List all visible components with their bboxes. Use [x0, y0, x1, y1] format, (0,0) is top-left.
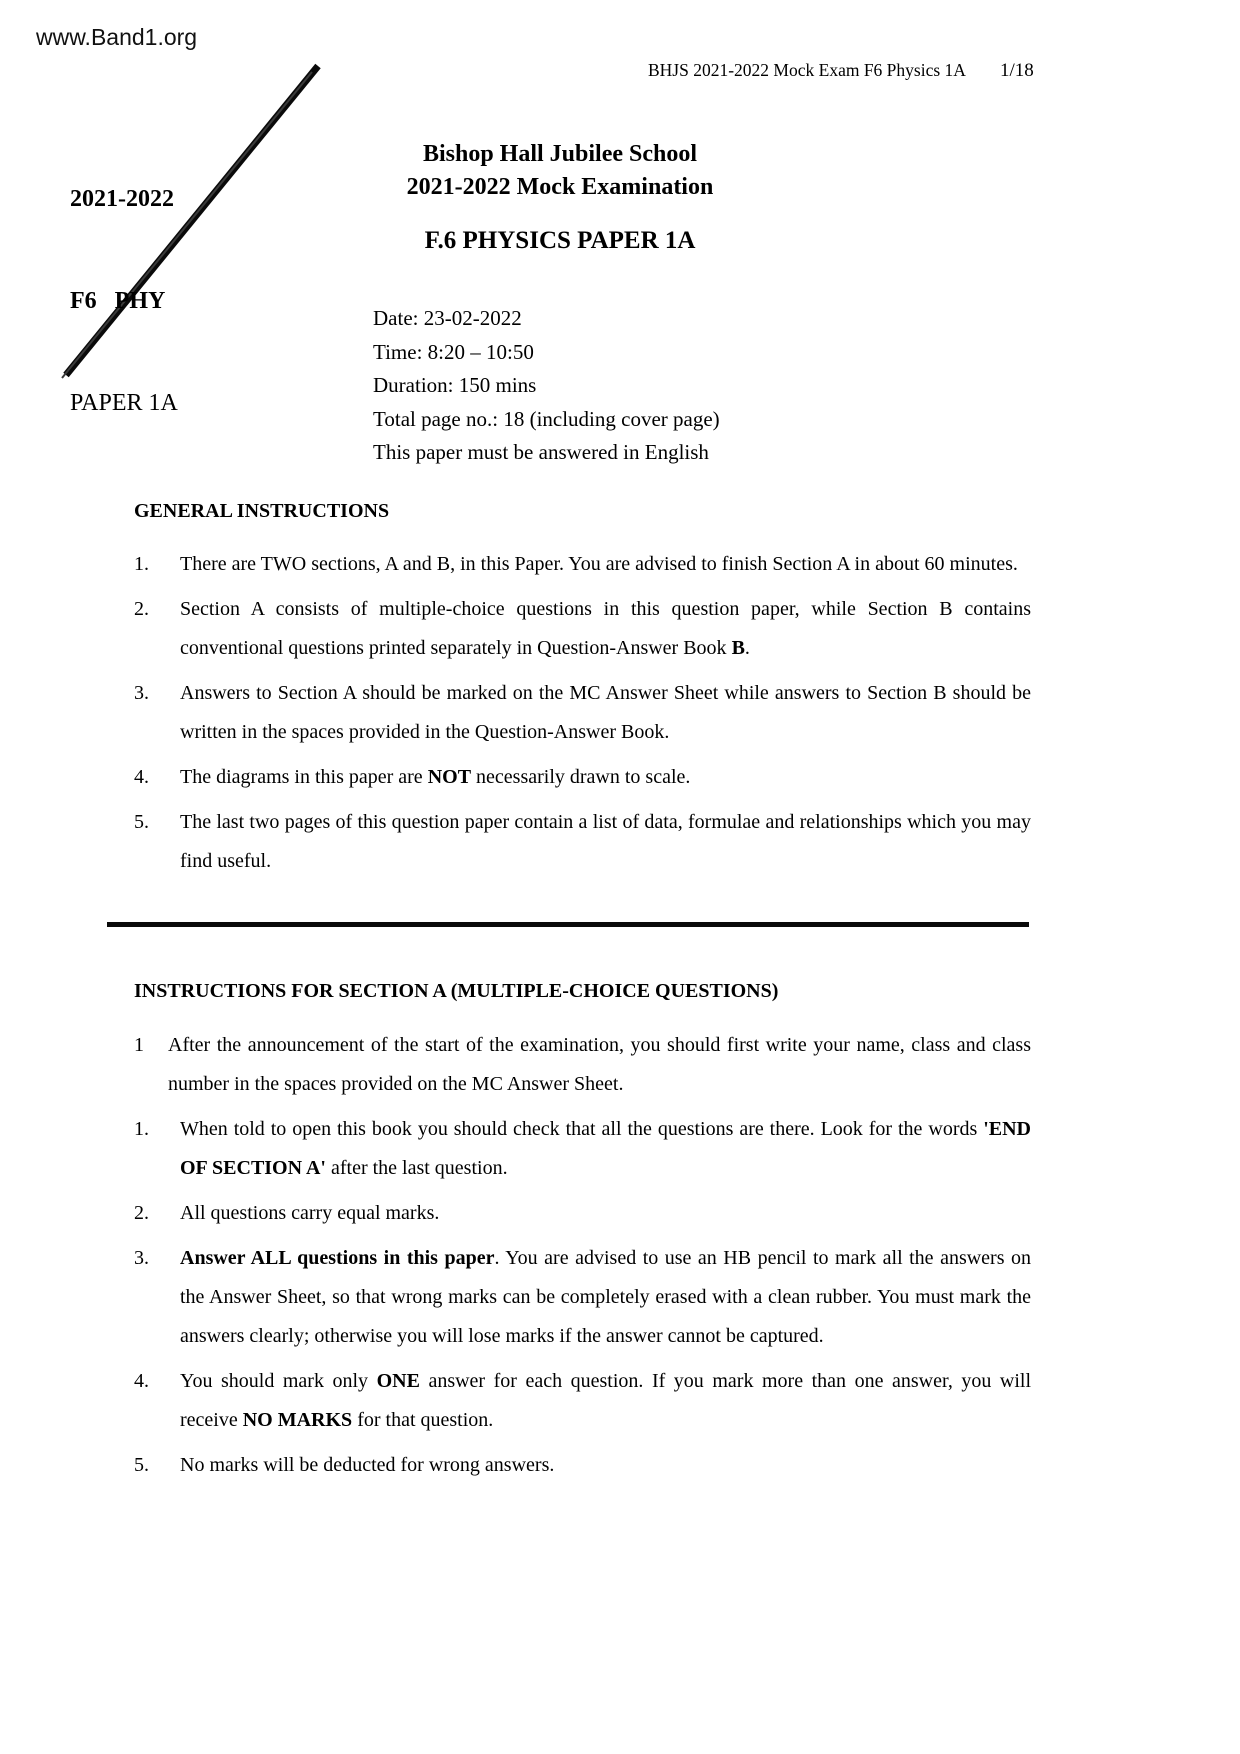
detail-time: Time: 8:20 – 10:50 [373, 339, 534, 364]
item-text: There are TWO sections, A and B, in this Paper. You are advised to finish Section A in about 60 minutes. [180, 553, 1018, 575]
item-number: 5. [134, 811, 149, 833]
header-running-title: BHJS 2021-2022 Mock Exam F6 Physics 1A [648, 60, 966, 80]
item-text: When told to open this book you should check that all the questions are there. Look for the words 'END OF SECTION A' after the last question. [180, 1118, 1031, 1179]
section-a-instructions-list [134, 1026, 1031, 1491]
exam-details-block [373, 302, 720, 470]
school-name: Bishop Hall Jubilee School [422, 141, 698, 167]
item-number: 2. [134, 598, 149, 620]
list-item [134, 1239, 1031, 1356]
general-instructions-list [134, 545, 1031, 887]
paper-title: F.6 PHYSICS PAPER 1A [424, 227, 696, 254]
item-number: 2. [134, 1202, 149, 1224]
list-item [134, 803, 1031, 881]
exam-title: 2021-2022 Mock Examination [406, 174, 714, 200]
page-header [648, 60, 1034, 82]
item-text: After the announcement of the start of the examination, you should first write your name, class and class number in the spaces provided on the MC Answer Sheet. [168, 1034, 1031, 1095]
list-item [134, 1194, 1031, 1233]
list-item [134, 545, 1031, 584]
general-instructions-heading: GENERAL INSTRUCTIONS [134, 500, 390, 522]
watermark-text: www.Band1.org [36, 24, 198, 50]
item-number: 4. [134, 1370, 149, 1392]
list-item [134, 758, 1031, 797]
item-text: The last two pages of this question paper contain a list of data, formulae and relationships which you may find useful. [180, 811, 1031, 872]
title-block [280, 138, 840, 257]
detail-duration: Duration: 150 mins [373, 373, 537, 397]
item-number: 5. [134, 1454, 149, 1476]
item-number: 4. [134, 766, 149, 788]
section-divider-rule [107, 922, 1029, 927]
list-item [134, 674, 1031, 752]
item-number: 3. [134, 682, 149, 704]
item-number: 1. [134, 1118, 149, 1140]
paper-code-block [70, 114, 178, 488]
item-number: 1 [134, 1034, 144, 1056]
detail-language: This paper must be answered in English [373, 440, 709, 464]
item-text: The diagrams in this paper are NOT necessarily drawn to scale. [180, 766, 691, 788]
list-item [134, 1026, 1031, 1104]
item-text: Answers to Section A should be marked on the MC Answer Sheet while answers to Section B should be written in the spaces provided in the Question-Answer Book. [180, 682, 1031, 743]
paper-code-year: 2021-2022 [70, 186, 174, 212]
list-item [134, 1446, 1031, 1485]
item-text: Answer ALL questions in this paper. You are advised to use an HB pencil to mark all the answers on the Answer Sheet, so that wrong marks can be completely erased with a clean rubber. You must mark the answers clearly; otherwise you will lose marks if the answer cannot be captured. [180, 1247, 1031, 1347]
section-a-instructions-heading: INSTRUCTIONS FOR SECTION A (MULTIPLE-CHOICE QUESTIONS) [134, 980, 779, 1002]
item-text: All questions carry equal marks. [180, 1202, 440, 1224]
detail-total-pages: Total page no.: 18 (including cover page) [373, 406, 720, 431]
paper-code-paper: PAPER 1A [70, 390, 178, 416]
item-text: Section A consists of multiple-choice questions in this question paper, while Section B contains conventional questions printed separately in Question-Answer Book B. [180, 598, 1031, 659]
list-item [134, 1110, 1031, 1188]
item-number: 1. [134, 553, 149, 575]
list-item [134, 1362, 1031, 1440]
detail-date: Date: 23-02-2022 [373, 306, 522, 330]
list-item [134, 590, 1031, 668]
item-text: You should mark only ONE answer for each question. If you mark more than one answer, you will receive NO MARKS for that question. [180, 1370, 1032, 1431]
page-number: 1/18 [999, 60, 1034, 81]
paper-code-subject: F6 PHY [70, 288, 166, 314]
item-number: 3. [134, 1247, 149, 1269]
item-text: No marks will be deducted for wrong answers. [180, 1454, 555, 1476]
